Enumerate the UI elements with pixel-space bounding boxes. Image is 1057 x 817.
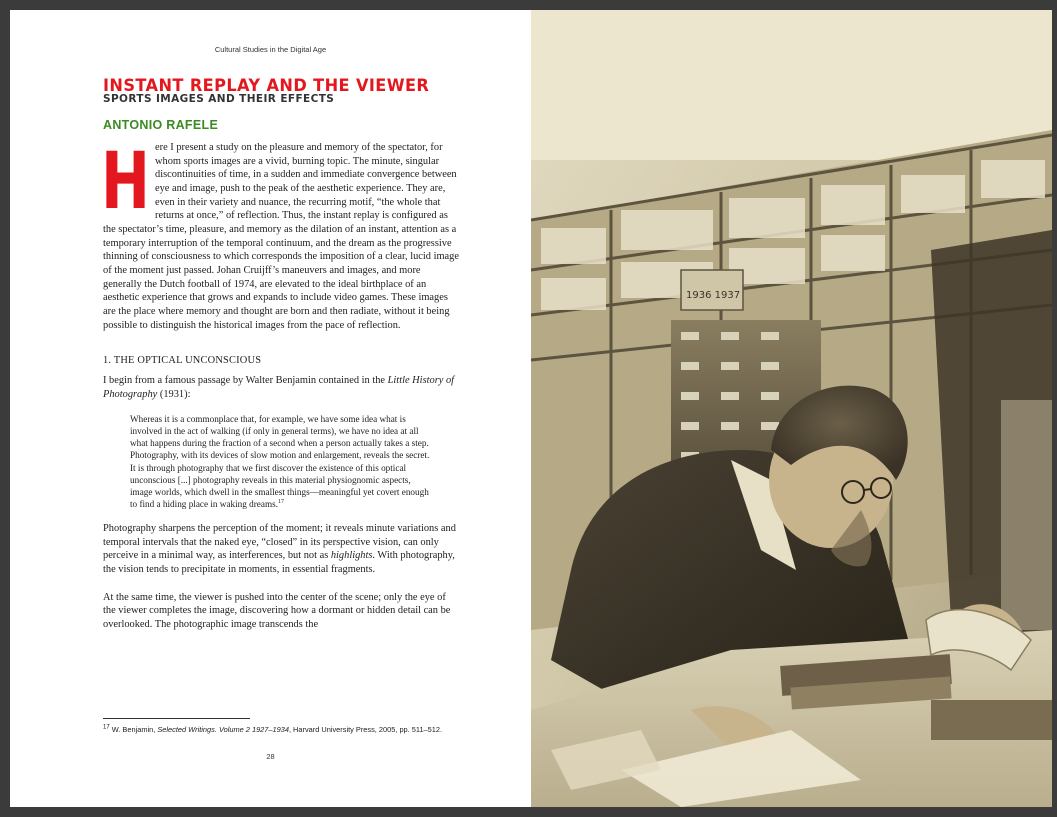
- article-subtitle: SPORTS IMAGES AND THEIR EFFECTS: [103, 93, 335, 105]
- section-intro-text: I begin from a famous passage by Walter Benjamin contained in the: [103, 374, 388, 386]
- text-page: [10, 10, 531, 807]
- author-name: ANTONIO RAFELE: [103, 118, 219, 132]
- running-head: Cultural Studies in the Digital Age: [214, 45, 327, 54]
- section-intro-year: (1931):: [157, 388, 191, 400]
- section-heading: 1. THE OPTICAL UNCONSCIOUS: [103, 355, 262, 367]
- footnote-author: W. Benjamin,: [109, 725, 158, 734]
- archival-photo: [531, 10, 1052, 807]
- intro-paragraph: [101, 137, 461, 332]
- drop-cap: H: [101, 137, 150, 227]
- footnote: [103, 724, 463, 735]
- article-title: INSTANT REPLAY AND THE VIEWER: [103, 76, 430, 95]
- footnote-marker[interactable]: 17: [277, 498, 284, 505]
- book-title-italic: Little History of Photography: [103, 374, 455, 400]
- shelf-label: 1936 1937: [686, 290, 741, 301]
- book-spread: [10, 10, 1052, 807]
- footnote-book-title: Selected Writings. Volume 2 1927–1934: [157, 725, 289, 734]
- intro-text: ere I present a study on the pleasure and memory of the spectator, for whom sports images are a vivid, burning topic. The minute, singular discontinuities of time, in a sudden and immediate convergence between eye and image, push to the peak of the aesthetic experience. They are, even in their variety and nuance, the recurring motif, “the whole that returns at once,” of reflection. Thus, the instant replay is configured as the spectator’s time, pleasure, and memory as the dilation of an instant, attention as a temporary interruption of the temporal continuum, and the dream as the progressive thinning of consciousness to which corresponds the imposition of a clear, lucid image of the moment just passed. Johan Cruijff’s maneuvers and images, and more generally the Dutch football of 1974, are elevated to the ideal birthplace of an aesthetic experience that grows and expands to include video games. These images are the place where memory and thought are born and then radiate, without it being possible to distinguish the historical images from the pace of reflection.: [103, 142, 459, 331]
- paragraph-text: Photography sharpens the perception of the moment; it reveals minute variations and temporal intervals that the naked eye, “closed” in its perspective vision, can only perceive in a minimal way, as interferences, but not as: [103, 522, 456, 562]
- page-number: 28: [266, 752, 275, 761]
- section-intro: [103, 374, 461, 401]
- block-quote-text: Whereas it is a commonplace that, for example, we have some idea what is involved in the act of walking (if only in general terms), we have no idea at all what happens during the fraction of a second when a person actually takes a step. Photography, with its devices of slow motion and enlargement, reveals the secret. It is through photography that we first discover the existence of this optical unconscious [...] photography reveals in this material physiognomic aspects, image worlds, which dwell in the smallest things—meaningful yet covert enough to find a hiding place in waking dreams.: [130, 414, 430, 509]
- highlights-italic: highlights: [330, 550, 373, 562]
- final-paragraph: At the same time, the viewer is pushed into the center of the scene; only the eye of the viewer completes the image, discovering how a dormant or hidden detail can be overlooked. The photographic image transcends the: [103, 591, 451, 630]
- footnote-rule: [103, 718, 250, 719]
- paragraph-text-end: . With photography, the vision tends to precipitate in moments, in essential fragments.: [103, 550, 455, 575]
- footnote-publisher: , Harvard University Press, 2005, pp. 511–512.: [288, 725, 443, 734]
- photo-illustration: [531, 10, 1052, 807]
- article-body: [101, 137, 461, 632]
- footnote-number: 17: [103, 724, 110, 731]
- block-quote: [130, 413, 430, 510]
- paragraph-after-quote: [103, 522, 461, 577]
